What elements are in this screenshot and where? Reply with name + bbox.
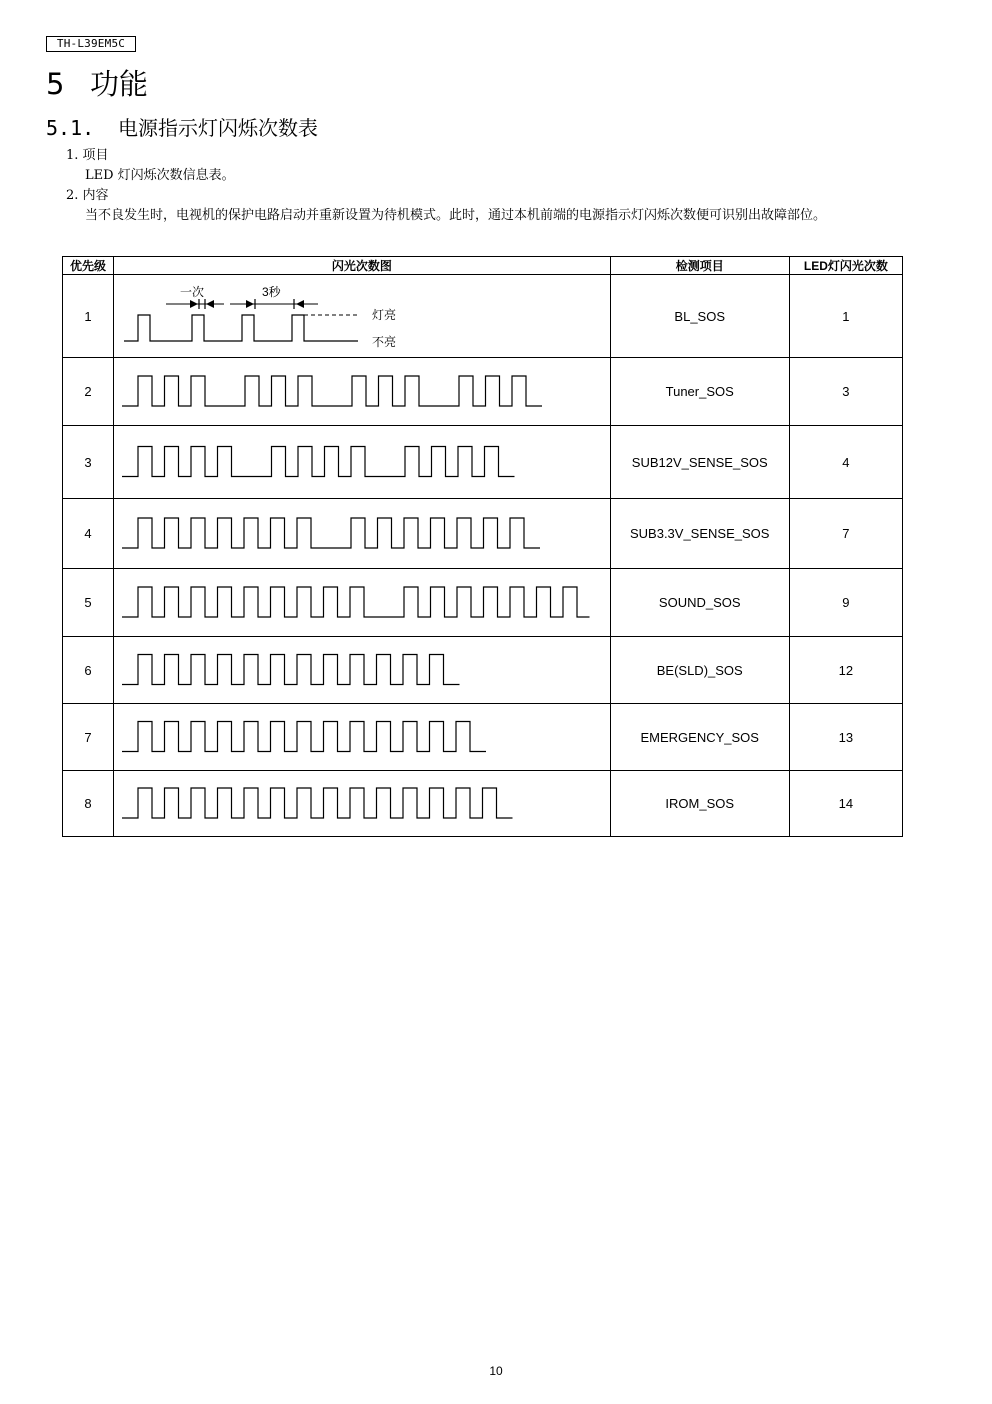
legend-off-label: 不亮	[372, 335, 397, 349]
row-count: 14	[789, 771, 902, 837]
flash-waveform	[114, 427, 608, 498]
row-count: 4	[789, 426, 902, 499]
row-count: 7	[789, 499, 902, 569]
header-item: 检测项目	[610, 257, 789, 275]
row-item: SOUND_SOS	[610, 569, 789, 637]
row-priority: 3	[63, 426, 114, 499]
row-priority: 7	[63, 704, 114, 771]
table-row	[63, 358, 903, 426]
row-priority: 1	[63, 275, 114, 358]
row-item: BE(SLD)_SOS	[610, 637, 789, 704]
section-heading	[46, 114, 318, 142]
row-count: 13	[789, 704, 902, 771]
table-row	[63, 569, 903, 637]
section-title: 电源指示灯闪烁次数表	[118, 116, 318, 140]
row-pattern	[114, 426, 611, 499]
waveform-path	[122, 721, 486, 751]
row-item: EMERGENCY_SOS	[610, 704, 789, 771]
flash-pattern-legend	[114, 275, 608, 357]
waveform-path	[122, 376, 542, 406]
item-2-body: 当不良发生时，电视机的保护电路启动并重新设置为待机模式。此时，通过本机前端的电源指示灯闪烁次数便可识别出故障部位。	[85, 208, 827, 223]
chapter-number: 5	[46, 67, 65, 101]
flash-waveform	[114, 705, 608, 770]
row-pattern	[114, 704, 611, 771]
row-pattern	[114, 771, 611, 837]
item-2-title: 2. 内容	[66, 188, 109, 203]
table-row	[63, 771, 903, 837]
row-count: 12	[789, 637, 902, 704]
legend-arrow-right-icon	[246, 300, 254, 308]
led-flash-table	[62, 256, 903, 837]
row-count: 1	[789, 275, 902, 358]
waveform-path	[122, 518, 540, 548]
row-item: Tuner_SOS	[610, 358, 789, 426]
row-priority: 4	[63, 499, 114, 569]
item-1-body: LED 灯闪烁次数信息表。	[85, 168, 235, 183]
row-item: BL_SOS	[610, 275, 789, 358]
flash-waveform	[114, 772, 608, 836]
row-item: IROM_SOS	[610, 771, 789, 837]
header-pattern: 闪光次数图	[114, 257, 611, 275]
waveform-path	[122, 446, 515, 476]
legend-waveform	[124, 315, 358, 341]
flash-waveform	[114, 638, 608, 703]
table-row	[63, 499, 903, 569]
legend-on-label: 灯亮	[372, 308, 397, 322]
row-pattern	[114, 275, 611, 358]
table-header-row	[63, 257, 903, 275]
row-priority: 6	[63, 637, 114, 704]
row-item: SUB3.3V_SENSE_SOS	[610, 499, 789, 569]
header-count: LED灯闪光次数	[789, 257, 902, 275]
row-pattern	[114, 637, 611, 704]
legend-arrow-left-icon	[296, 300, 304, 308]
row-pattern	[114, 499, 611, 569]
row-count: 9	[789, 569, 902, 637]
section-body	[66, 146, 926, 226]
row-priority: 2	[63, 358, 114, 426]
row-pattern	[114, 358, 611, 426]
legend-once-label: 一次	[180, 285, 205, 299]
page-number: 10	[489, 1364, 503, 1378]
waveform-path	[122, 788, 513, 818]
row-priority: 8	[63, 771, 114, 837]
chapter-heading	[46, 66, 148, 102]
legend-gap-label: 3秒	[262, 285, 281, 299]
flash-waveform	[114, 570, 608, 636]
flash-waveform	[114, 359, 608, 425]
legend-arrow-left-icon	[206, 300, 214, 308]
flash-waveform	[114, 500, 608, 568]
table-row	[63, 704, 903, 771]
waveform-path	[122, 587, 590, 617]
row-pattern	[114, 569, 611, 637]
legend-arrow-right-icon	[190, 300, 198, 308]
table-row	[63, 275, 903, 358]
header-priority: 优先级	[63, 257, 114, 275]
section-number: 5.1.	[46, 116, 95, 140]
model-number-box: TH-L39EM5C	[46, 36, 136, 52]
waveform-path	[122, 654, 460, 684]
table-row	[63, 637, 903, 704]
row-item: SUB12V_SENSE_SOS	[610, 426, 789, 499]
table-row	[63, 426, 903, 499]
row-count: 3	[789, 358, 902, 426]
item-1-title: 1. 项目	[66, 148, 109, 163]
row-priority: 5	[63, 569, 114, 637]
chapter-title: 功能	[90, 67, 149, 101]
